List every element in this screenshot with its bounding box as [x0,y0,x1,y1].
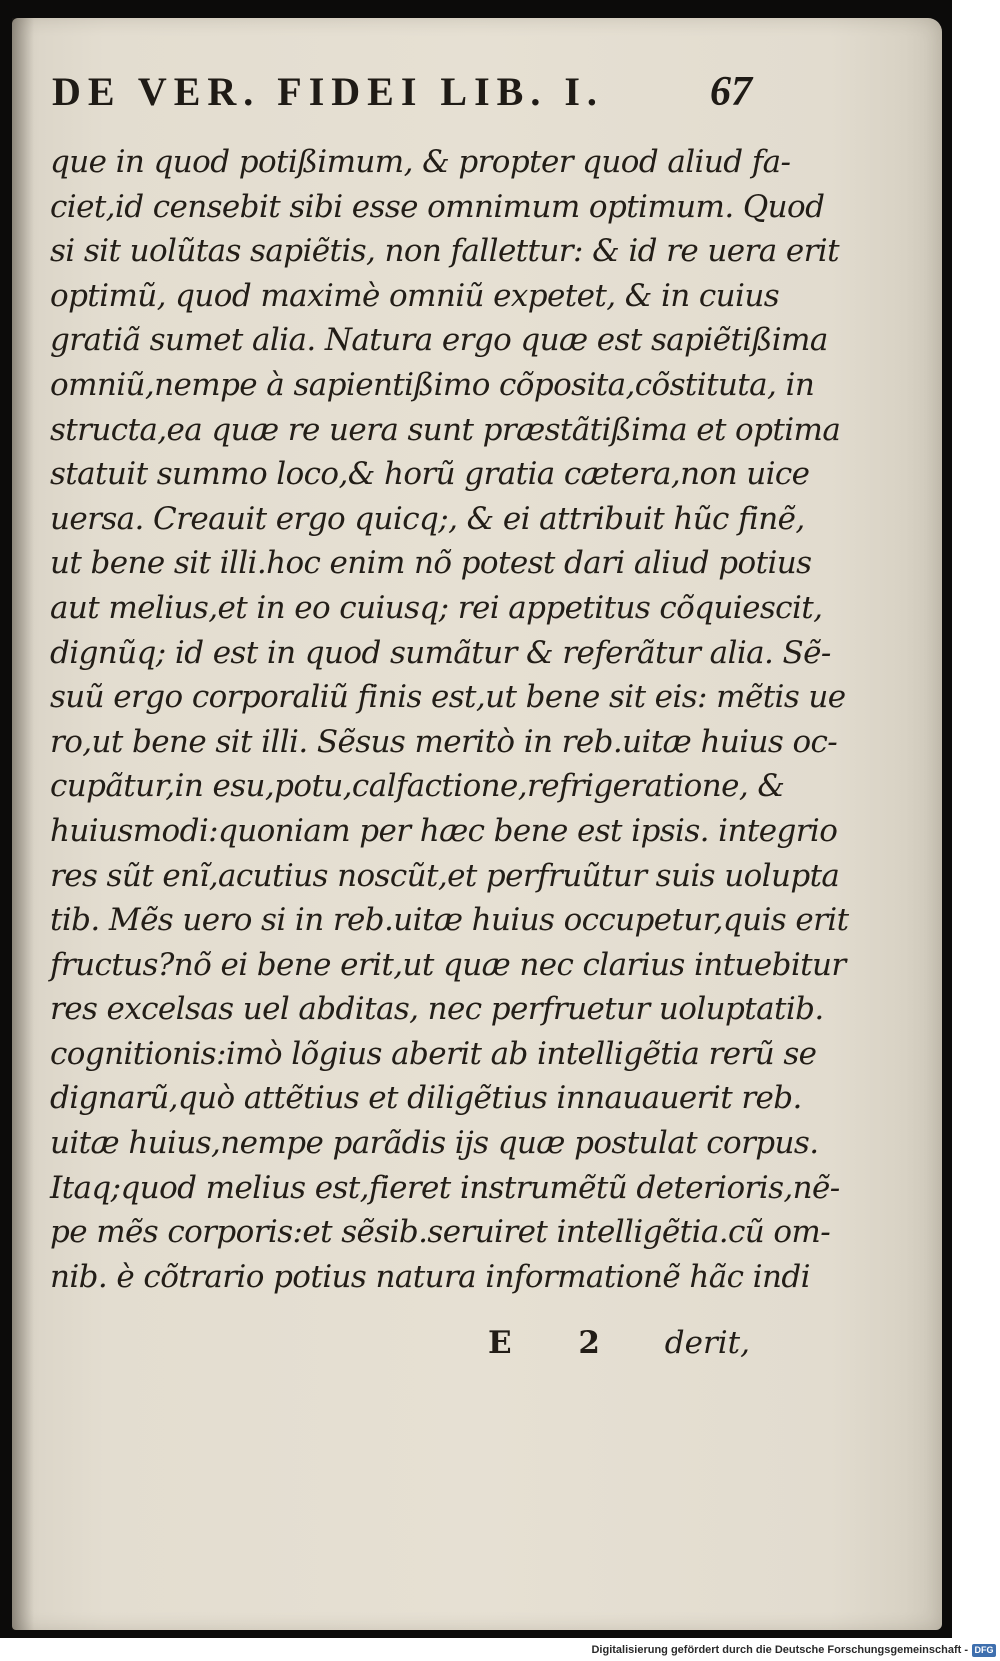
page-number: 67 [710,69,752,115]
text-line: res sũt enĩ,acutius noscũt,et perfruũtur suis uolupta [50,857,840,894]
signature-mark: E 2 [488,1325,628,1361]
text-line: cognitionis:imò lõgius aberit ab intelligẽtia rerũ se [50,1035,817,1072]
text-line: dignũq; id est in quod sumãtur & referãtur alia. Sẽ- [50,634,831,671]
text-line: statuit summo loco,& horũ gratia cætera,non uice [50,456,810,493]
catchword: derit, [664,1325,750,1361]
text-line: optimũ, quod maximè omniũ expetet, & in cuius [50,277,780,314]
text-line: ro,ut bene sit illi. Sẽsus meritò in reb.uitæ huius oc- [50,723,838,760]
text-line: ciet,id censebit sibi esse omnimum optimum. Quod [50,188,825,225]
text-line: cupãtur,in esu,potu,calfactione,refrigeratione, & [50,768,785,805]
page-gutter-shadow [12,18,34,1630]
text-line: huiusmodi:quoniam per hæc bene est ipsis. integrio [50,812,838,849]
digitization-credit-bar [0,1643,1000,1661]
catchline [50,1325,750,1371]
text-line: pe mẽs corporis:et sẽsib.seruiret intelligẽtia.cũ om- [50,1214,831,1251]
text-line: que in quod potißimum, & propter quod aliud fa- [50,144,791,180]
text-line: tib. Mẽs uero si in reb.uitæ huius occupetur,quis erit [50,902,849,939]
text-line: fructus?nõ ei bene erit,ut quæ nec clarius intuebitur [50,946,846,983]
text-line: structa,ea quæ re uera sunt præstãtißima et optima [50,411,841,448]
text-line: suũ ergo corporaliũ finis est,ut bene sit eis: mẽtis ue [50,679,846,716]
text-line: res excelsas uel abditas, nec perfruetur uoluptatib. [50,991,824,1028]
running-head [52,68,752,118]
text-line: aut melius,et in eo cuiusq; rei appetitus cõquiescit, [50,589,823,626]
text-line: Itaq;quod melius est,fieret instrumẽtũ deterioris,nẽ- [50,1169,840,1206]
dfg-logo-icon: DFG [972,1644,996,1657]
text-line: gratiã sumet alia. Natura ergo quæ est sapiẽtißima [50,322,828,359]
running-head-title: DE VER. FIDEI LIB. I. [52,69,604,114]
body-text [50,140,849,1299]
text-line: nib. è cõtrario potius natura informationẽ hãc indi [50,1258,810,1295]
text-line: ut bene sit illi.hoc enim nõ potest dari aliud potius [50,545,812,582]
text-line: omniũ,nempe à sapientißimo cõposita,cõstituta, in [50,366,815,403]
text-line: si sit uolũtas sapiẽtis, non fallettur: & id re uera erit [50,233,839,270]
digitization-credit: Digitalisierung gefördert durch die Deutsche Forschungsgemeinschaft - [591,1644,968,1656]
text-line: uersa. Creauit ergo quicq;, & ei attribuit hũc finẽ, [50,500,805,537]
text-line: dignarũ,quò attẽtius et diligẽtius innauauerit reb. [50,1080,802,1117]
text-line: uitæ huius,nempe parãdis ijs quæ postulat corpus. [50,1125,819,1162]
